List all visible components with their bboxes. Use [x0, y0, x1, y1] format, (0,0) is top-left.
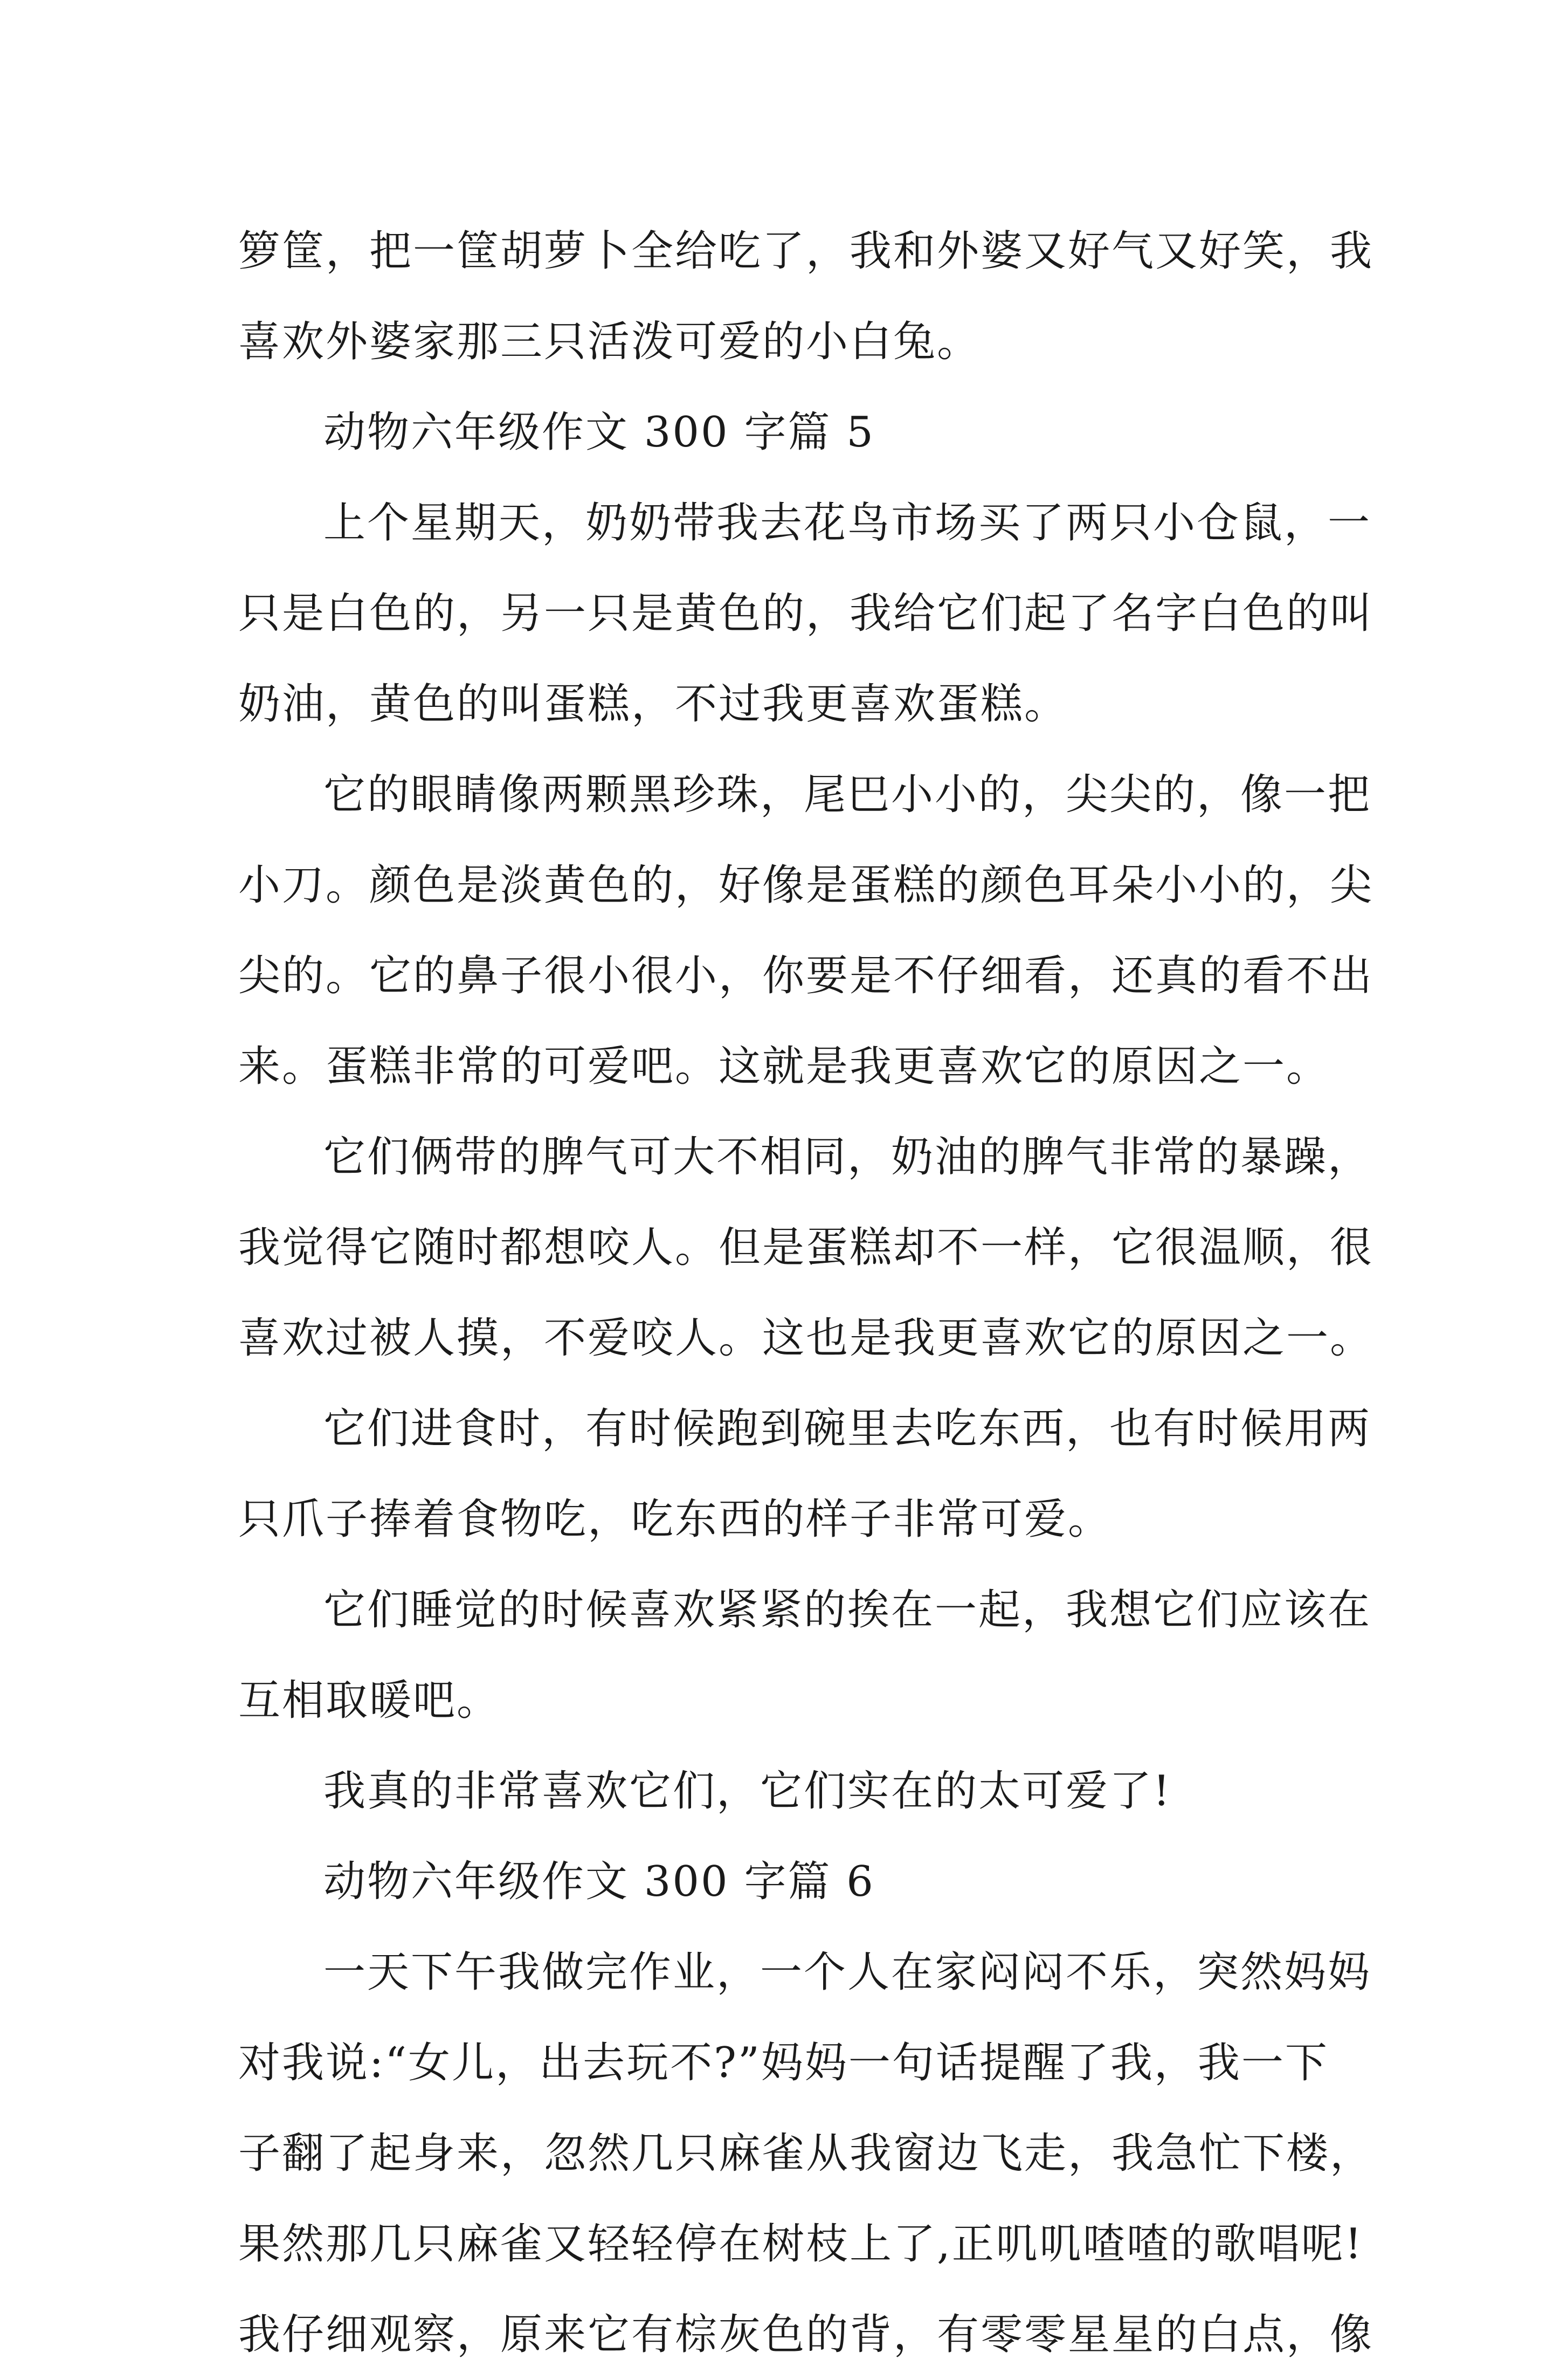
text-line: 只是白色的，另一只是黄色的，我给它们起了名字白色的叫	[238, 589, 1374, 638]
text-line: 互相取暖吧。	[238, 1676, 501, 1725]
text-line: 尖的。它的鼻子很小很小，你要是不仔细看，还真的看不出	[238, 952, 1374, 1000]
text-line: 子翻了起身来，忽然几只麻雀从我窗边飞走，我急忙下楼，	[238, 2129, 1374, 2178]
text-line: 它们俩带的脾气可大不相同，奶油的脾气非常的暴躁，	[323, 1133, 1372, 1181]
text-line: 小刀。颜色是淡黄色的，好像是蛋糕的颜色耳朵小小的，尖	[238, 861, 1374, 910]
text-line: 它们进食时，有时候跑到碗里去吃东西，也有时候用两	[323, 1405, 1372, 1453]
text-line: 上个星期天，奶奶带我去花鸟市场买了两只小仓鼠，一	[323, 499, 1372, 547]
section-heading: 动物六年级作文 300 字篇 5	[323, 408, 875, 457]
text-line: 只爪子捧着食物吃，吃东西的样子非常可爱。	[238, 1495, 1112, 1544]
text-line: 奶油，黄色的叫蛋糕，不过我更喜欢蛋糕。	[238, 680, 1068, 728]
text-line: 它们睡觉的时候喜欢紧紧的挨在一起，我想它们应该在	[323, 1586, 1372, 1634]
text-line: 来。蛋糕非常的可爱吧。这就是我更喜欢它的原因之一。	[238, 1042, 1330, 1091]
text-line: 喜欢外婆家那三只活泼可爱的小白兔。	[238, 318, 981, 366]
text-line: 我觉得它随时都想咬人。但是蛋糕却不一样，它很温顺，很	[238, 1223, 1374, 1272]
document-body	[238, 206, 1374, 2380]
text-line: 我真的非常喜欢它们，它们实在的太可爱了!	[323, 1767, 1172, 1815]
text-line: 对我说:“女儿，出去玩不?”妈妈一句话提醒了我，我一下	[238, 2039, 1329, 2087]
text-line: 一天下午我做完作业，一个人在家闷闷不乐，突然妈妈	[323, 1948, 1372, 1997]
text-line: 果然那几只麻雀又轻轻停在树枝上了,正叽叽喳喳的歌唱呢!	[238, 2220, 1364, 2268]
text-line: 我仔细观察，原来它有棕灰色的背，有零零星星的白点，像	[238, 2310, 1374, 2359]
text-line: 它的眼睛像两颗黑珍珠，尾巴小小的，尖尖的，像一把	[323, 771, 1372, 819]
text-line: 喜欢过被人摸，不爱咬人。这也是我更喜欢它的原因之一。	[238, 1314, 1374, 1363]
section-heading: 动物六年级作文 300 字篇 6	[323, 1858, 875, 1906]
text-line: 箩筐，把一筐胡萝卜全给吃了，我和外婆又好气又好笑，我	[238, 227, 1374, 276]
